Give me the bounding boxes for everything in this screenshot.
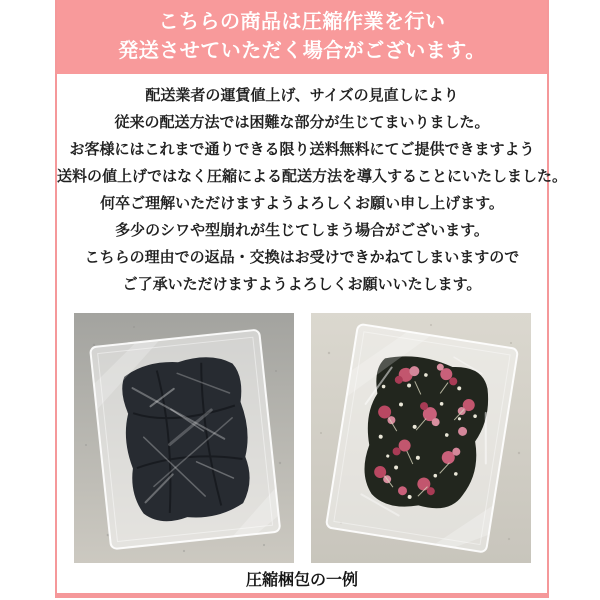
vacuum-bag-black-illustration bbox=[74, 313, 294, 563]
header-line-2: 発送させていただく場合がございます。 bbox=[118, 40, 486, 62]
notice-line: こちらの理由での返品・交換はお受けできかねてしまいますので bbox=[84, 249, 520, 266]
notice-line: 従来の配送方法では困難な部分が生じてまいりました。 bbox=[114, 114, 490, 131]
header-line-1: こちらの商品は圧縮作業を行い bbox=[158, 11, 446, 33]
photos-caption: 圧縮梱包の一例 bbox=[245, 572, 358, 589]
notice-line: 何卒ご理解いただけますようよろしくお願い申し上げます。 bbox=[100, 195, 504, 212]
vacuum-bag-floral-illustration bbox=[311, 313, 531, 563]
notice-line: お客様にはこれまで通りできる限り送料無料にてご提供できますよう bbox=[69, 141, 535, 158]
notice-body-text bbox=[57, 74, 568, 298]
photo-compressed-floral-clothing bbox=[311, 313, 531, 563]
photo-compressed-black-clothing bbox=[74, 313, 294, 563]
notice-line: 多少のシワや型崩れが生じてしまう場合がございます。 bbox=[115, 222, 489, 239]
notice-header-banner bbox=[57, 0, 547, 74]
notice-line: 配送業者の運賃値上げ、サイズの見直しにより bbox=[145, 87, 459, 104]
example-photos-row bbox=[57, 313, 547, 563]
notice-line: ご了承いただけますようよろしくお願いいたします。 bbox=[122, 276, 482, 293]
shipping-notice-panel bbox=[55, 0, 568, 598]
notice-line: 送料の値上げではなく圧縮による配送方法を導入することにいたしました。 bbox=[57, 168, 568, 185]
